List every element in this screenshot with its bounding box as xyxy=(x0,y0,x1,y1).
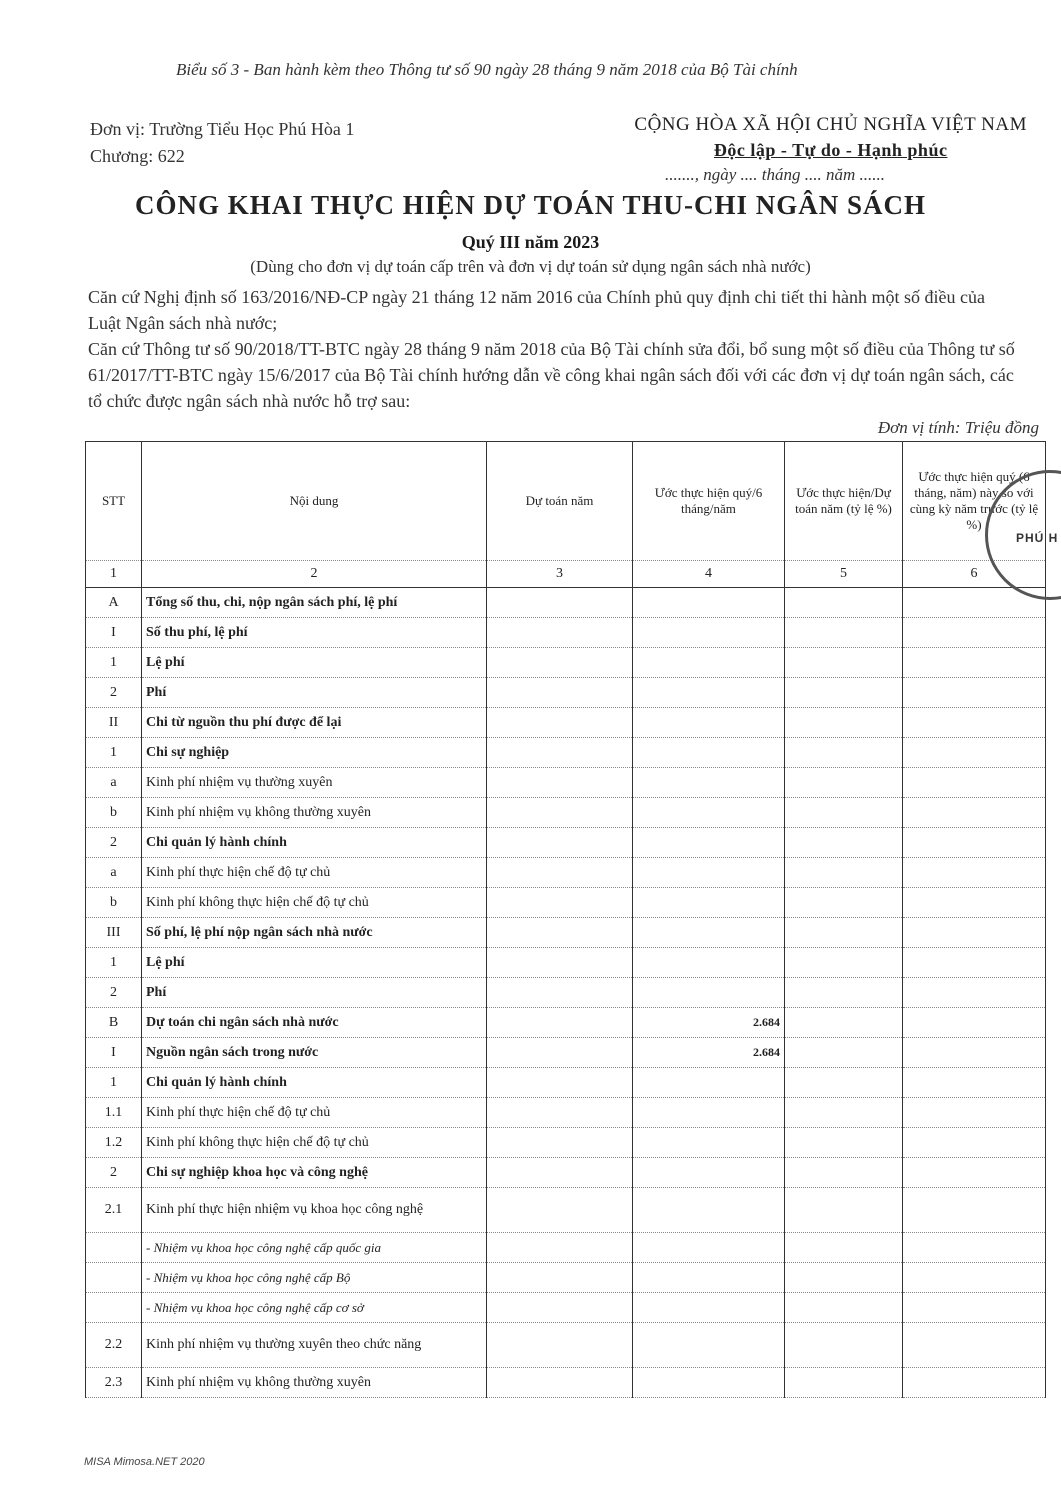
row-annual-estimate xyxy=(487,588,633,618)
row-stt: a xyxy=(86,768,142,798)
row-content: Chi quản lý hành chính xyxy=(142,1068,487,1098)
row-content: Kinh phí nhiệm vụ không thường xuyên xyxy=(142,798,487,828)
row-ratio-estimate xyxy=(785,858,903,888)
row-estimated-actual xyxy=(633,1128,785,1158)
row-content: - Nhiệm vụ khoa học công nghệ cấp cơ sở xyxy=(142,1293,487,1323)
budget-table-body xyxy=(86,588,1046,1398)
row-content: Kinh phí thực hiện chế độ tự chủ xyxy=(142,1098,487,1128)
table-row xyxy=(86,1293,1046,1323)
row-estimated-actual xyxy=(633,1263,785,1293)
row-ratio-prior-year xyxy=(903,888,1046,918)
row-ratio-estimate xyxy=(785,1323,903,1368)
header-ratio-prior-year: Ước thực hiện quý (6 tháng, năm) này so với cùng kỳ năm trước (tỷ lệ %) xyxy=(903,442,1046,561)
table-row xyxy=(86,1263,1046,1293)
row-content: Kinh phí nhiệm vụ thường xuyên xyxy=(142,768,487,798)
row-stt xyxy=(86,1293,142,1323)
row-annual-estimate xyxy=(487,1038,633,1068)
row-ratio-estimate xyxy=(785,648,903,678)
row-content: Phí xyxy=(142,678,487,708)
table-row xyxy=(86,588,1046,618)
row-ratio-prior-year xyxy=(903,918,1046,948)
table-row xyxy=(86,1188,1046,1233)
row-stt: I xyxy=(86,1038,142,1068)
row-content: Chi quản lý hành chính xyxy=(142,828,487,858)
row-estimated-actual xyxy=(633,798,785,828)
row-content: Chi sự nghiệp xyxy=(142,738,487,768)
row-ratio-estimate xyxy=(785,678,903,708)
row-content: Phí xyxy=(142,978,487,1008)
row-estimated-actual: 2.684 xyxy=(633,1038,785,1068)
row-ratio-estimate xyxy=(785,1128,903,1158)
usage-note: (Dùng cho đơn vị dự toán cấp trên và đơn vị dự toán sử dụng ngân sách nhà nước) xyxy=(250,257,811,276)
budget-table xyxy=(85,441,1046,1398)
table-row xyxy=(86,798,1046,828)
row-annual-estimate xyxy=(487,1263,633,1293)
row-annual-estimate xyxy=(487,1128,633,1158)
row-estimated-actual xyxy=(633,678,785,708)
row-stt: II xyxy=(86,708,142,738)
table-row xyxy=(86,918,1046,948)
row-annual-estimate xyxy=(487,858,633,888)
nation-name: CỘNG HÒA XÃ HỘI CHỦ NGHĨA VIỆT NAM xyxy=(634,114,1027,135)
column-index: 1 xyxy=(86,561,142,588)
column-index: 4 xyxy=(633,561,785,588)
table-row xyxy=(86,948,1046,978)
table-row xyxy=(86,1233,1046,1263)
table-row xyxy=(86,888,1046,918)
row-ratio-prior-year xyxy=(903,1038,1046,1068)
row-ratio-estimate xyxy=(785,978,903,1008)
row-estimated-actual xyxy=(633,1368,785,1398)
row-stt xyxy=(86,1263,142,1293)
row-annual-estimate xyxy=(487,1323,633,1368)
row-ratio-prior-year xyxy=(903,1263,1046,1293)
row-estimated-actual xyxy=(633,738,785,768)
row-content: Kinh phí thực hiện chế độ tự chủ xyxy=(142,858,487,888)
row-content: Chi sự nghiệp khoa học và công nghệ xyxy=(142,1158,487,1188)
header-estimated-actual: Ước thực hiện quý/6 tháng/năm xyxy=(633,442,785,561)
row-estimated-actual xyxy=(633,948,785,978)
row-ratio-prior-year xyxy=(903,1233,1046,1263)
row-stt: a xyxy=(86,858,142,888)
row-annual-estimate xyxy=(487,708,633,738)
row-ratio-prior-year xyxy=(903,768,1046,798)
header-stt: STT xyxy=(86,442,142,561)
currency-unit: Đơn vị tính: Triệu đồng xyxy=(877,418,1039,437)
row-stt: 1 xyxy=(86,948,142,978)
table-row xyxy=(86,1068,1046,1098)
row-stt: I xyxy=(86,618,142,648)
row-content: Kinh phí thực hiện nhiệm vụ khoa học công nghệ xyxy=(142,1188,487,1233)
document-title: CÔNG KHAI THỰC HIỆN DỰ TOÁN THU-CHI NGÂN SÁCH xyxy=(134,190,927,220)
row-content: Tổng số thu, chi, nộp ngân sách phí, lệ phí xyxy=(142,588,487,618)
table-row xyxy=(86,738,1046,768)
row-ratio-estimate xyxy=(785,1068,903,1098)
row-stt: 2 xyxy=(86,678,142,708)
row-ratio-estimate xyxy=(785,708,903,738)
header-annual-estimate: Dự toán năm xyxy=(487,442,633,561)
software-footer: MISA Mimosa.NET 2020 xyxy=(84,1456,205,1468)
legal-basis xyxy=(88,284,1018,414)
column-index: 3 xyxy=(487,561,633,588)
row-content: Nguồn ngân sách trong nước xyxy=(142,1038,487,1068)
row-estimated-actual xyxy=(633,768,785,798)
row-ratio-estimate xyxy=(785,618,903,648)
row-stt: 2 xyxy=(86,978,142,1008)
row-estimated-actual xyxy=(633,978,785,1008)
row-stt: 2.3 xyxy=(86,1368,142,1398)
reporting-period: Quý III năm 2023 xyxy=(461,232,600,252)
table-row xyxy=(86,1098,1046,1128)
row-annual-estimate xyxy=(487,798,633,828)
row-estimated-actual: 2.684 xyxy=(633,1008,785,1038)
row-content: Số thu phí, lệ phí xyxy=(142,618,487,648)
nation-motto: Độc lập - Tự do - Hạnh phúc xyxy=(713,140,948,160)
row-ratio-prior-year xyxy=(903,948,1046,978)
unit-chapter: Chương: 622 xyxy=(90,146,185,166)
row-annual-estimate xyxy=(487,678,633,708)
row-ratio-estimate xyxy=(785,588,903,618)
row-ratio-estimate xyxy=(785,948,903,978)
row-estimated-actual xyxy=(633,1293,785,1323)
row-ratio-prior-year xyxy=(903,798,1046,828)
row-ratio-prior-year xyxy=(903,648,1046,678)
date-line: ......., ngày .... tháng .... năm ...... xyxy=(665,165,886,184)
row-annual-estimate xyxy=(487,1233,633,1263)
table-row xyxy=(86,1158,1046,1188)
row-ratio-estimate xyxy=(785,798,903,828)
row-annual-estimate xyxy=(487,1188,633,1233)
row-ratio-prior-year xyxy=(903,1158,1046,1188)
table-row xyxy=(86,618,1046,648)
row-annual-estimate xyxy=(487,618,633,648)
legal-basis-decree: Căn cứ Nghị định số 163/2016/NĐ-CP ngày 21 tháng 12 năm 2016 của Chính phủ quy định chi tiết thi hành một số điều của Luật Ngân sách nhà nước; xyxy=(88,287,985,333)
row-ratio-prior-year xyxy=(903,828,1046,858)
row-annual-estimate xyxy=(487,1098,633,1128)
row-estimated-actual xyxy=(633,708,785,738)
column-index: 2 xyxy=(142,561,487,588)
row-stt: 1 xyxy=(86,738,142,768)
row-ratio-estimate xyxy=(785,918,903,948)
row-annual-estimate xyxy=(487,768,633,798)
table-row xyxy=(86,648,1046,678)
row-estimated-actual xyxy=(633,1158,785,1188)
row-annual-estimate xyxy=(487,918,633,948)
table-row xyxy=(86,708,1046,738)
unit-name: Đơn vị: Trường Tiểu Học Phú Hòa 1 xyxy=(90,119,355,139)
column-index-row xyxy=(86,561,1046,588)
row-estimated-actual xyxy=(633,828,785,858)
column-index: 6 xyxy=(903,561,1046,588)
row-ratio-prior-year xyxy=(903,1368,1046,1398)
header-ratio-estimate: Ước thực hiện/Dự toán năm (tỷ lệ %) xyxy=(785,442,903,561)
row-ratio-prior-year xyxy=(903,978,1046,1008)
row-stt: III xyxy=(86,918,142,948)
row-ratio-estimate xyxy=(785,1098,903,1128)
table-row xyxy=(86,978,1046,1008)
row-ratio-estimate xyxy=(785,768,903,798)
row-content: Lệ phí xyxy=(142,648,487,678)
row-ratio-estimate xyxy=(785,1158,903,1188)
row-stt xyxy=(86,1233,142,1263)
row-ratio-prior-year xyxy=(903,1098,1046,1128)
row-stt: 2.2 xyxy=(86,1323,142,1368)
row-content: Chi từ nguồn thu phí được để lại xyxy=(142,708,487,738)
row-ratio-estimate xyxy=(785,888,903,918)
row-ratio-estimate xyxy=(785,1263,903,1293)
table-row xyxy=(86,1038,1046,1068)
row-annual-estimate xyxy=(487,1293,633,1323)
row-content: Kinh phí không thực hiện chế độ tự chủ xyxy=(142,888,487,918)
row-stt: B xyxy=(86,1008,142,1038)
row-annual-estimate xyxy=(487,888,633,918)
row-annual-estimate xyxy=(487,1068,633,1098)
row-ratio-prior-year xyxy=(903,1068,1046,1098)
table-row xyxy=(86,1008,1046,1038)
row-annual-estimate xyxy=(487,1008,633,1038)
row-estimated-actual xyxy=(633,1098,785,1128)
row-content: Kinh phí nhiệm vụ thường xuyên theo chức năng xyxy=(142,1323,487,1368)
row-content: Kinh phí nhiệm vụ không thường xuyên xyxy=(142,1368,487,1398)
table-row xyxy=(86,1368,1046,1398)
table-header-row xyxy=(86,442,1046,561)
table-row xyxy=(86,1323,1046,1368)
row-stt: 2.1 xyxy=(86,1188,142,1233)
row-estimated-actual xyxy=(633,1233,785,1263)
row-estimated-actual xyxy=(633,1188,785,1233)
row-ratio-prior-year xyxy=(903,1008,1046,1038)
row-estimated-actual xyxy=(633,888,785,918)
row-ratio-estimate xyxy=(785,1038,903,1068)
row-ratio-prior-year xyxy=(903,738,1046,768)
header-content: Nội dung xyxy=(142,442,487,561)
table-row xyxy=(86,1128,1046,1158)
row-estimated-actual xyxy=(633,1068,785,1098)
row-content: Dự toán chi ngân sách nhà nước xyxy=(142,1008,487,1038)
national-heading xyxy=(634,114,1027,161)
row-content: Kinh phí không thực hiện chế độ tự chủ xyxy=(142,1128,487,1158)
row-content: Số phí, lệ phí nộp ngân sách nhà nước xyxy=(142,918,487,948)
row-content: - Nhiệm vụ khoa học công nghệ cấp quốc gia xyxy=(142,1233,487,1263)
row-estimated-actual xyxy=(633,648,785,678)
row-stt: 1 xyxy=(86,1068,142,1098)
row-ratio-estimate xyxy=(785,1233,903,1263)
row-ratio-estimate xyxy=(785,738,903,768)
row-estimated-actual xyxy=(633,858,785,888)
row-stt: 1.2 xyxy=(86,1128,142,1158)
row-estimated-actual xyxy=(633,618,785,648)
row-ratio-estimate xyxy=(785,1368,903,1398)
row-annual-estimate xyxy=(487,828,633,858)
row-ratio-prior-year xyxy=(903,618,1046,648)
table-row xyxy=(86,828,1046,858)
row-stt: A xyxy=(86,588,142,618)
row-stt: b xyxy=(86,888,142,918)
row-estimated-actual xyxy=(633,1323,785,1368)
row-annual-estimate xyxy=(487,1368,633,1398)
column-index: 5 xyxy=(785,561,903,588)
row-ratio-estimate xyxy=(785,1008,903,1038)
row-stt: 2 xyxy=(86,828,142,858)
row-ratio-prior-year xyxy=(903,1323,1046,1368)
row-annual-estimate xyxy=(487,978,633,1008)
row-content: Lệ phí xyxy=(142,948,487,978)
row-ratio-estimate xyxy=(785,828,903,858)
row-stt: 1.1 xyxy=(86,1098,142,1128)
row-estimated-actual xyxy=(633,588,785,618)
row-ratio-prior-year xyxy=(903,858,1046,888)
row-stt: 1 xyxy=(86,648,142,678)
row-ratio-prior-year xyxy=(903,1128,1046,1158)
stamp-text: PHÚ H xyxy=(1016,531,1059,545)
row-ratio-prior-year xyxy=(903,1188,1046,1233)
row-ratio-prior-year xyxy=(903,708,1046,738)
table-row xyxy=(86,858,1046,888)
row-annual-estimate xyxy=(487,1158,633,1188)
row-annual-estimate xyxy=(487,738,633,768)
row-ratio-prior-year xyxy=(903,678,1046,708)
issuing-unit xyxy=(90,116,354,170)
legal-basis-circular: Căn cứ Thông tư số 90/2018/TT-BTC ngày 28 tháng 9 năm 2018 của Bộ Tài chính sửa đổi, bổ sung một số điều của Thông tư số 61/2017/TT-BTC ngày 15/6/2017 của Bộ Tài chính hướng dẫn về công khai ngân sách đối với các đơn vị dự toán ngân sách, các tổ chức được ngân sách nhà nước hỗ trợ sau: xyxy=(88,339,1015,411)
row-ratio-estimate xyxy=(785,1293,903,1323)
row-ratio-estimate xyxy=(785,1188,903,1233)
row-ratio-prior-year xyxy=(903,1293,1046,1323)
row-content: - Nhiệm vụ khoa học công nghệ cấp Bộ xyxy=(142,1263,487,1293)
row-estimated-actual xyxy=(633,918,785,948)
table-row xyxy=(86,768,1046,798)
row-stt: b xyxy=(86,798,142,828)
row-annual-estimate xyxy=(487,648,633,678)
form-reference-note: Biểu số 3 - Ban hành kèm theo Thông tư số 90 ngày 28 tháng 9 năm 2018 của Bộ Tài chính xyxy=(176,60,798,79)
row-annual-estimate xyxy=(487,948,633,978)
table-row xyxy=(86,678,1046,708)
row-stt: 2 xyxy=(86,1158,142,1188)
